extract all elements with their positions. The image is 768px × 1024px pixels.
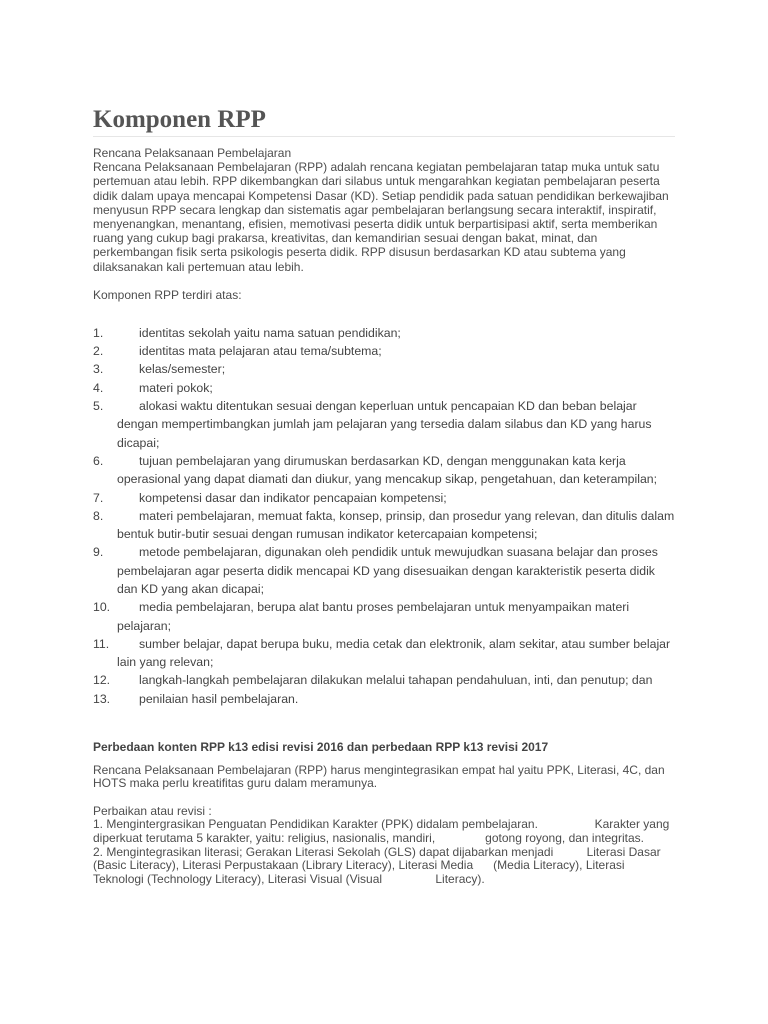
list-item-number: 7.	[93, 490, 104, 505]
intro-heading: Rencana Pelaksanaan Pembelajaran	[93, 146, 292, 160]
list-item	[93, 360, 675, 378]
list-item	[93, 489, 675, 507]
list-item	[93, 598, 675, 635]
list-item-number: 6.	[93, 453, 104, 468]
list-item	[93, 342, 675, 360]
list-item-text: materi pembelajaran, memuat fakta, konsep, prinsip, dan prosedur yang relevan, dan ditulis dalam bentuk butir-butir sesuai dengan rumusan indikator ketercapaian kompetensi;	[117, 508, 675, 542]
list-item-text: alokasi waktu ditentukan sesuai dengan keperluan untuk pencapaian KD dan beban belajar dengan mempertimbangkan jumlah jam pelajaran yang tersedia dalam silabus dan KD yang harus dicapai;	[117, 399, 652, 450]
revision-item-1: 1. Mengintergrasikan Penguatan Pendidikan Karakter (PPK) didalam pembelajaran. Karakter yang diperkuat terutama 5 karakter, yaitu: religius, nasionalis, mandiri, gotong royong, dan integritas.	[93, 817, 673, 846]
list-item	[93, 324, 675, 342]
intro-section	[93, 146, 675, 274]
list-item	[93, 671, 675, 689]
page-title: Komponen RPP	[93, 106, 675, 137]
list-item-text: identitas mata pelajaran atau tema/subtema;	[139, 344, 382, 359]
list-item	[93, 507, 675, 544]
list-item-number: 13.	[93, 691, 111, 706]
list-item-number: 5.	[93, 399, 104, 414]
list-item-number: 3.	[93, 362, 104, 377]
list-item-number: 4.	[93, 380, 104, 395]
document-page	[93, 106, 675, 886]
list-item-number: 10.	[93, 600, 111, 615]
section2-heading: Perbedaan konten RPP k13 edisi revisi 2016 dan perbedaan RPP k13 revisi 2017	[93, 740, 549, 755]
list-item	[93, 543, 675, 598]
list-item	[93, 690, 675, 708]
list-item-text: tujuan pembelajaran yang dirumuskan berdasarkan KD, dengan menggunakan kata kerja operasional yang dapat diamati dan diukur, yang mencakup sikap, pengetahuan, dan keterampilan;	[117, 453, 658, 487]
list-item-text: media pembelajaran, berupa alat bantu proses pembelajaran untuk menyampaikan materi pelajaran;	[117, 600, 630, 633]
list-item-text: langkah-langkah pembelajaran dilakukan melalui tahapan pendahuluan, inti, dan penutup; dan	[139, 673, 653, 688]
section2-paragraph: Rencana Pelaksanaan Pembelajaran (RPP) harus mengintegrasikan empat hal yaitu PPK, Literasi, 4C, dan HOTS maka perlu kreatifitas guru dalam meramunya.	[93, 763, 665, 791]
list-item-number: 9.	[93, 545, 104, 560]
list-item-number: 12.	[93, 673, 111, 688]
list-item-number: 8.	[93, 508, 104, 523]
revision-item-2: 2. Mengintegrasikan literasi; Gerakan Literasi Sekolah (GLS) dapat dijabarkan menjadi Literasi Dasar (Basic Literacy), Literasi Perpustakaan (Library Literacy), Literasi Media (Media Literacy), Literasi Teknologi (Technology Literacy), Literasi Visual (Visual Literacy).	[93, 844, 664, 886]
component-list	[93, 324, 675, 708]
list-item-number: 11.	[93, 636, 110, 651]
list-item-text: metode pembelajaran, digunakan oleh pendidik untuk mewujudkan suasana belajar dan proses pembelajaran agar peserta didik mencapai KD yang disesuaikan dengan karakteristik peserta didik dan KD yang akan dicapai;	[117, 545, 658, 596]
list-item-number: 1.	[93, 325, 104, 340]
list-lead: Komponen RPP terdiri atas:	[93, 287, 242, 302]
list-item-text: sumber belajar, dapat berupa buku, media cetak dan elektronik, alam sekitar, atau sumber belajar lain yang relevan;	[117, 636, 671, 670]
list-item-number: 2.	[93, 344, 104, 359]
list-item	[93, 379, 675, 397]
revision-section	[93, 805, 675, 887]
revision-heading: Perbaikan atau revisi :	[93, 803, 212, 818]
list-item	[93, 397, 675, 452]
list-item	[93, 452, 675, 489]
list-item	[93, 635, 675, 672]
intro-body: Rencana Pelaksanaan Pembelajaran (RPP) adalah rencana kegiatan pembelajaran tatap muka untuk satu pertemuan atau lebih. RPP dikembangkan dari silabus untuk mengarahkan kegiatan pembelajaran peserta didik dalam upaya mencapai Kompetensi Dasar (KD). Setiap pendidik pada satuan pendidikan berkewajiban menyusun RPP secara lengkap dan sistematis agar pembelajaran berlangsung secara interaktif, inspiratif, menyenangkan, menantang, efisien, memotivasi peserta didik untuk berpartisipasi aktif, serta memberikan ruang yang cukup bagi prakarsa, kreativitas, dan kemandirian sesuai dengan bakat, minat, dan perkembangan fisik serta psikologis peserta didik. RPP disusun berdasarkan KD atau subtema yang dilaksanakan kali pertemuan atau lebih.	[93, 160, 669, 274]
list-item-text: kelas/semester;	[139, 362, 226, 377]
list-item-text: penilaian hasil pembelajaran.	[139, 691, 299, 706]
list-item-text: kompetensi dasar dan indikator pencapaian kompetensi;	[139, 490, 447, 505]
list-item-text: materi pokok;	[139, 380, 213, 395]
list-item-text: identitas sekolah yaitu nama satuan pendidikan;	[139, 325, 401, 340]
